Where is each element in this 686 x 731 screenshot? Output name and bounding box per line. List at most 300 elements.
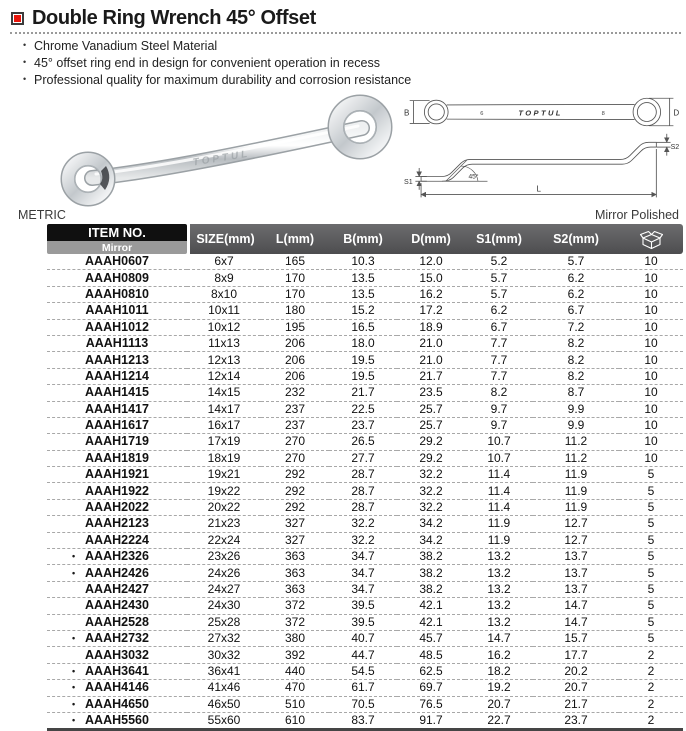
cell-d: 48.5	[397, 647, 465, 663]
cell-qty: 10	[619, 320, 683, 336]
cell-size: 12x14	[187, 369, 261, 385]
cell-item-no: • AAAH2326	[47, 549, 187, 565]
package-box-icon	[639, 229, 664, 250]
cell-qty: 10	[619, 369, 683, 385]
cell-size: 27x32	[187, 631, 261, 647]
cell-s2: 11.9	[533, 500, 619, 516]
cell-s2: 17.7	[533, 647, 619, 663]
cell-s1: 13.2	[465, 582, 533, 598]
cell-qty: 5	[619, 500, 683, 516]
cell-s2: 8.7	[533, 385, 619, 401]
cell-qty: 5	[619, 582, 683, 598]
table-row	[47, 303, 683, 319]
cell-s1: 22.7	[465, 713, 533, 731]
cell-s2: 6.2	[533, 270, 619, 286]
cell-b: 40.7	[329, 631, 397, 647]
cell-d: 34.2	[397, 533, 465, 549]
cell-qty: 10	[619, 270, 683, 286]
cell-size: 21x23	[187, 516, 261, 532]
cell-d: 21.0	[397, 336, 465, 352]
cell-b: 39.5	[329, 598, 397, 614]
cell-l: 170	[261, 287, 329, 303]
table-row	[47, 680, 683, 696]
side-view-diagram	[415, 134, 670, 198]
cell-item-no: AAAH1011	[47, 303, 187, 319]
table-row	[47, 418, 683, 434]
red-square-bullet-icon	[11, 12, 24, 25]
cell-size: 10x11	[187, 303, 261, 319]
cell-s1: 10.7	[465, 451, 533, 467]
cell-b: 70.5	[329, 697, 397, 713]
cell-b: 18.0	[329, 336, 397, 352]
technical-drawings	[404, 90, 681, 208]
cell-d: 23.5	[397, 385, 465, 401]
cell-size: 24x27	[187, 582, 261, 598]
cell-s1: 6.2	[465, 303, 533, 319]
header-l: L(mm)	[261, 224, 329, 254]
cell-item-no: • AAAH3641	[47, 664, 187, 680]
cell-size: 23x26	[187, 549, 261, 565]
cell-item-no: AAAH1617	[47, 418, 187, 434]
cell-size: 30x32	[187, 647, 261, 663]
table-row	[47, 598, 683, 614]
cell-size: 25x28	[187, 615, 261, 631]
cell-item-no: AAAH1012	[47, 320, 187, 336]
cell-item-no: AAAH1921	[47, 467, 187, 483]
cell-item-no: AAAH0810	[47, 287, 187, 303]
cell-qty: 10	[619, 254, 683, 270]
cell-b: 34.7	[329, 565, 397, 581]
cell-qty: 5	[619, 615, 683, 631]
cell-item-no: AAAH2430	[47, 598, 187, 614]
series-dot-marker: •	[72, 682, 76, 693]
cell-l: 206	[261, 369, 329, 385]
cell-qty: 10	[619, 352, 683, 368]
cell-item-no: • AAAH4650	[47, 697, 187, 713]
cell-l: 195	[261, 320, 329, 336]
cell-d: 42.1	[397, 598, 465, 614]
cell-d: 21.7	[397, 369, 465, 385]
table-row	[47, 549, 683, 565]
cell-b: 28.7	[329, 467, 397, 483]
cell-s1: 5.7	[465, 270, 533, 286]
cell-s1: 5.2	[465, 254, 533, 270]
cell-b: 28.7	[329, 483, 397, 499]
cell-l: 372	[261, 615, 329, 631]
cell-l: 206	[261, 336, 329, 352]
cell-item-no: • AAAH2426	[47, 565, 187, 581]
cell-s1: 11.9	[465, 533, 533, 549]
cell-d: 32.2	[397, 500, 465, 516]
cell-s1: 13.2	[465, 565, 533, 581]
table-row	[47, 615, 683, 631]
cell-s1: 6.7	[465, 320, 533, 336]
table-row	[47, 402, 683, 418]
cell-b: 83.7	[329, 713, 397, 731]
cell-l: 270	[261, 434, 329, 450]
angle-label: 45°	[468, 173, 479, 181]
cell-d: 18.9	[397, 320, 465, 336]
dimension-diagrams	[404, 90, 681, 208]
table-row	[47, 697, 683, 713]
cell-size: 55x60	[187, 713, 261, 731]
table-row	[47, 664, 683, 680]
cell-b: 44.7	[329, 647, 397, 663]
cell-l: 510	[261, 697, 329, 713]
cell-qty: 10	[619, 303, 683, 319]
table-row	[47, 500, 683, 516]
cell-s1: 13.2	[465, 549, 533, 565]
cell-size: 20x22	[187, 500, 261, 516]
cell-size: 24x26	[187, 565, 261, 581]
cell-qty: 2	[619, 647, 683, 663]
cell-l: 363	[261, 582, 329, 598]
cell-l: 237	[261, 418, 329, 434]
feature-item: • 45° offset ring end in design for convenient operation in recess	[34, 55, 681, 72]
cell-s2: 8.2	[533, 369, 619, 385]
cell-item-no: AAAH1415	[47, 385, 187, 401]
cell-qty: 5	[619, 533, 683, 549]
cell-s2: 11.2	[533, 451, 619, 467]
cell-b: 21.7	[329, 385, 397, 401]
table-row	[47, 270, 683, 286]
cell-s1: 18.2	[465, 664, 533, 680]
cell-s1: 16.2	[465, 647, 533, 663]
cell-s1: 19.2	[465, 680, 533, 696]
cell-d: 91.7	[397, 713, 465, 731]
cell-d: 25.7	[397, 418, 465, 434]
cell-size: 14x15	[187, 385, 261, 401]
cell-d: 38.2	[397, 549, 465, 565]
cell-s2: 8.2	[533, 352, 619, 368]
cell-b: 22.5	[329, 402, 397, 418]
cell-l: 392	[261, 647, 329, 663]
cell-b: 54.5	[329, 664, 397, 680]
cell-d: 29.2	[397, 451, 465, 467]
unit-system-label: METRIC	[18, 208, 66, 222]
cell-s1: 5.7	[465, 287, 533, 303]
table-row	[47, 336, 683, 352]
cell-d: 69.7	[397, 680, 465, 696]
cell-l: 470	[261, 680, 329, 696]
cell-b: 28.7	[329, 500, 397, 516]
cell-s1: 13.2	[465, 598, 533, 614]
cell-b: 61.7	[329, 680, 397, 696]
cell-b: 27.7	[329, 451, 397, 467]
cell-d: 29.2	[397, 434, 465, 450]
spec-table-header	[47, 224, 683, 254]
spec-table-body	[47, 254, 683, 731]
cell-s1: 9.7	[465, 402, 533, 418]
stamp-size-left: 6	[480, 110, 484, 117]
header-b: B(mm)	[329, 224, 397, 254]
cell-s1: 11.4	[465, 467, 533, 483]
cell-item-no: • AAAH4146	[47, 680, 187, 696]
cell-item-no: AAAH2022	[47, 500, 187, 516]
wrench-photo	[10, 90, 404, 208]
table-row	[47, 287, 683, 303]
header-qty	[619, 224, 683, 254]
cell-l: 610	[261, 713, 329, 731]
cell-b: 34.7	[329, 549, 397, 565]
engraved-brand-text: TOPTUL	[192, 148, 252, 169]
cell-qty: 10	[619, 434, 683, 450]
cell-qty: 5	[619, 467, 683, 483]
table-row	[47, 582, 683, 598]
table-row	[47, 516, 683, 532]
cell-s2: 13.7	[533, 582, 619, 598]
cell-s2: 13.7	[533, 565, 619, 581]
cell-qty: 5	[619, 565, 683, 581]
page-title: Double Ring Wrench 45° Offset	[32, 7, 316, 29]
cell-size: 36x41	[187, 664, 261, 680]
cell-b: 13.5	[329, 287, 397, 303]
cell-item-no: AAAH2224	[47, 533, 187, 549]
table-row	[47, 352, 683, 368]
table-row	[47, 467, 683, 483]
cell-size: 6x7	[187, 254, 261, 270]
cell-b: 32.2	[329, 516, 397, 532]
cell-b: 32.2	[329, 533, 397, 549]
cell-s2: 12.7	[533, 516, 619, 532]
dim-label-d: D	[673, 108, 680, 118]
cell-qty: 10	[619, 385, 683, 401]
cell-item-no: AAAH1213	[47, 352, 187, 368]
cell-size: 41x46	[187, 680, 261, 696]
table-row	[47, 713, 683, 731]
table-row	[47, 385, 683, 401]
cell-l: 237	[261, 402, 329, 418]
cell-s1: 8.2	[465, 385, 533, 401]
cell-s2: 12.7	[533, 533, 619, 549]
cell-b: 16.5	[329, 320, 397, 336]
cell-d: 45.7	[397, 631, 465, 647]
dim-label-s2: S2	[670, 143, 680, 151]
cell-size: 19x22	[187, 483, 261, 499]
table-row	[47, 254, 683, 270]
cell-l: 372	[261, 598, 329, 614]
cell-qty: 2	[619, 680, 683, 696]
cell-item-no: • AAAH2732	[47, 631, 187, 647]
header-s2: S2(mm)	[533, 224, 619, 254]
cell-l: 292	[261, 500, 329, 516]
cell-s1: 10.7	[465, 434, 533, 450]
cell-b: 19.5	[329, 369, 397, 385]
cell-l: 440	[261, 664, 329, 680]
cell-s1: 11.4	[465, 483, 533, 499]
cell-qty: 2	[619, 664, 683, 680]
cell-s2: 21.7	[533, 697, 619, 713]
cell-l: 232	[261, 385, 329, 401]
cell-qty: 5	[619, 598, 683, 614]
cell-qty: 5	[619, 483, 683, 499]
cell-s1: 11.4	[465, 500, 533, 516]
cell-d: 17.2	[397, 303, 465, 319]
feature-item: • Chrome Vanadium Steel Material	[34, 38, 681, 55]
cell-s2: 13.7	[533, 549, 619, 565]
cell-d: 38.2	[397, 565, 465, 581]
cell-item-no: AAAH1214	[47, 369, 187, 385]
stamp-size-right: 8	[601, 110, 605, 117]
cell-d: 32.2	[397, 467, 465, 483]
table-row	[47, 434, 683, 450]
cell-d: 76.5	[397, 697, 465, 713]
feature-list	[10, 38, 681, 89]
cell-d: 34.2	[397, 516, 465, 532]
cell-l: 170	[261, 270, 329, 286]
series-dot-marker: •	[72, 714, 76, 725]
cell-item-no: AAAH0809	[47, 270, 187, 286]
cell-size: 14x17	[187, 402, 261, 418]
cell-b: 34.7	[329, 582, 397, 598]
cell-size: 8x9	[187, 270, 261, 286]
cell-size: 16x17	[187, 418, 261, 434]
cell-item-no: AAAH2427	[47, 582, 187, 598]
header-size: SIZE(mm)	[187, 224, 261, 254]
cell-b: 19.5	[329, 352, 397, 368]
cell-d: 12.0	[397, 254, 465, 270]
cell-s2: 11.9	[533, 483, 619, 499]
cell-s2: 15.7	[533, 631, 619, 647]
cell-s2: 6.2	[533, 287, 619, 303]
cell-s1: 7.7	[465, 352, 533, 368]
cell-d: 62.5	[397, 664, 465, 680]
stamp-brand: TOPTUL	[518, 108, 563, 118]
cell-s2: 9.9	[533, 418, 619, 434]
cell-d: 42.1	[397, 615, 465, 631]
cell-item-no: AAAH0607	[47, 254, 187, 270]
wrench-photo-illustration	[10, 90, 404, 208]
table-row	[47, 565, 683, 581]
spec-table	[47, 224, 683, 731]
feature-item: • Professional quality for maximum durability and corrosion resistance	[34, 72, 681, 89]
table-meta-row	[10, 208, 681, 224]
cell-s2: 14.7	[533, 598, 619, 614]
header-item-no: ITEM NO.	[47, 224, 187, 241]
cell-d: 16.2	[397, 287, 465, 303]
cell-qty: 2	[619, 713, 683, 731]
cell-item-no: AAAH1417	[47, 402, 187, 418]
cell-s1: 7.7	[465, 336, 533, 352]
cell-size: 11x13	[187, 336, 261, 352]
cell-item-no: AAAH1922	[47, 483, 187, 499]
cell-s2: 8.2	[533, 336, 619, 352]
cell-s2: 23.7	[533, 713, 619, 731]
cell-size: 12x13	[187, 352, 261, 368]
table-row	[47, 533, 683, 549]
cell-l: 292	[261, 467, 329, 483]
cell-s1: 11.9	[465, 516, 533, 532]
series-dot-marker: •	[72, 665, 76, 676]
cell-s1: 20.7	[465, 697, 533, 713]
cell-b: 10.3	[329, 254, 397, 270]
cell-s1: 13.2	[465, 615, 533, 631]
series-dot-marker: •	[72, 551, 76, 562]
dim-label-s1: S1	[404, 178, 413, 187]
cell-l: 380	[261, 631, 329, 647]
cell-size: 22x24	[187, 533, 261, 549]
header-mirror: Mirror	[47, 241, 187, 254]
cell-l: 180	[261, 303, 329, 319]
cell-qty: 10	[619, 402, 683, 418]
cell-item-no: AAAH2123	[47, 516, 187, 532]
cell-item-no: • AAAH5560	[47, 713, 187, 731]
header-s1: S1(mm)	[465, 224, 533, 254]
cell-l: 327	[261, 516, 329, 532]
cell-l: 292	[261, 483, 329, 499]
table-row	[47, 483, 683, 499]
cell-item-no: AAAH1819	[47, 451, 187, 467]
table-row	[47, 647, 683, 663]
dim-label-l: L	[536, 184, 541, 194]
cell-s2: 6.7	[533, 303, 619, 319]
cell-qty: 10	[619, 287, 683, 303]
cell-size: 24x30	[187, 598, 261, 614]
dim-label-b: B	[404, 108, 410, 118]
cell-b: 13.5	[329, 270, 397, 286]
cell-d: 25.7	[397, 402, 465, 418]
cell-size: 46x50	[187, 697, 261, 713]
cell-s1: 9.7	[465, 418, 533, 434]
cell-d: 15.0	[397, 270, 465, 286]
cell-b: 26.5	[329, 434, 397, 450]
cell-s2: 11.9	[533, 467, 619, 483]
cell-s2: 5.7	[533, 254, 619, 270]
series-dot-marker: •	[72, 633, 76, 644]
table-row	[47, 451, 683, 467]
cell-qty: 2	[619, 697, 683, 713]
table-row	[47, 320, 683, 336]
cell-s2: 20.7	[533, 680, 619, 696]
series-dot-marker: •	[72, 698, 76, 709]
cell-s2: 9.9	[533, 402, 619, 418]
cell-d: 21.0	[397, 352, 465, 368]
cell-s2: 14.7	[533, 615, 619, 631]
cell-size: 8x10	[187, 287, 261, 303]
cell-item-no: AAAH3032	[47, 647, 187, 663]
finish-label: Mirror Polished	[594, 208, 679, 222]
cell-s1: 7.7	[465, 369, 533, 385]
cell-s1: 14.7	[465, 631, 533, 647]
cell-b: 39.5	[329, 615, 397, 631]
cell-l: 363	[261, 565, 329, 581]
section-title-row	[10, 6, 681, 34]
cell-d: 38.2	[397, 582, 465, 598]
cell-b: 15.2	[329, 303, 397, 319]
cell-size: 19x21	[187, 467, 261, 483]
cell-qty: 5	[619, 549, 683, 565]
cell-d: 32.2	[397, 483, 465, 499]
cell-b: 23.7	[329, 418, 397, 434]
cell-qty: 10	[619, 336, 683, 352]
cell-s2: 20.2	[533, 664, 619, 680]
cell-l: 206	[261, 352, 329, 368]
cell-item-no: AAAH2528	[47, 615, 187, 631]
cell-qty: 10	[619, 418, 683, 434]
cell-size: 10x12	[187, 320, 261, 336]
cell-item-no: AAAH1113	[47, 336, 187, 352]
cell-s2: 7.2	[533, 320, 619, 336]
cell-l: 363	[261, 549, 329, 565]
cell-s2: 11.2	[533, 434, 619, 450]
cell-qty: 10	[619, 451, 683, 467]
cell-size: 18x19	[187, 451, 261, 467]
table-row	[47, 369, 683, 385]
series-dot-marker: •	[72, 567, 76, 578]
cell-l: 165	[261, 254, 329, 270]
cell-l: 327	[261, 533, 329, 549]
cell-qty: 5	[619, 631, 683, 647]
